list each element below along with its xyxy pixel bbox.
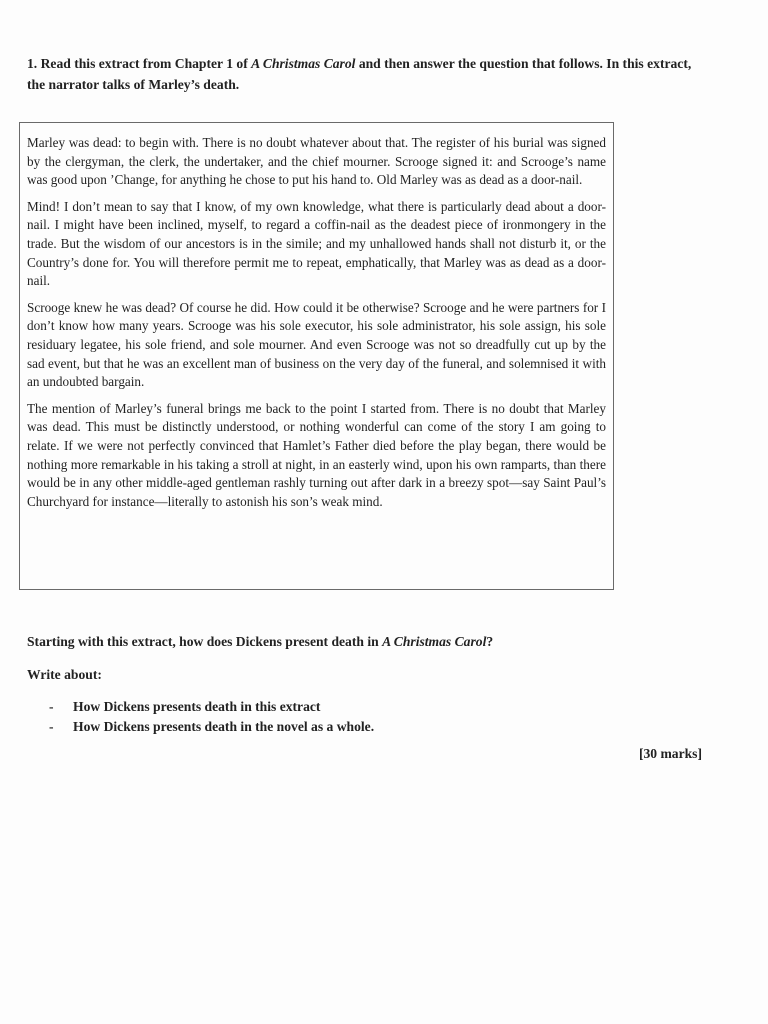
bullet-text: How Dickens presents death in the novel as a whole. xyxy=(73,719,375,734)
marks-label: [30 marks] xyxy=(638,746,702,761)
write-about-list xyxy=(49,697,374,737)
extract-box xyxy=(19,122,614,590)
extract-paragraph-1: Marley was dead: to begin with. There is no doubt whatever about that. The register of his burial was signed by the clergyman, the clerk, the undertaker, and the chief mourner. Scrooge signed it: and Scrooge’s name was good upon ’Change, for anything he chose to put his hand to. Old Marley was as dead as a door-nail. xyxy=(27,135,606,188)
question-intro-after: and then answer the question that follows. In this extract, the narrator talks of Marley’s death. xyxy=(27,56,692,92)
question-number: 1. xyxy=(27,56,38,71)
extract-paragraph-3: Scrooge knew he was dead? Of course he did. How could it be otherwise? Scrooge and he were partners for I don’t know how many years. Scrooge was his sole executor, his sole administrator, his sole assign, his sole residuary legatee, his sole friend, and sole mourner. And even Scrooge was not so dreadfully cut up by the sad event, but that he was an excellent man of business on the very day of the funeral, and solemnised it with an undoubted bargain. xyxy=(27,299,606,390)
book-title: A Christmas Carol xyxy=(251,56,356,71)
prompt-before: Starting with this extract, how does Dickens present death in xyxy=(27,634,383,649)
question-intro xyxy=(27,53,707,95)
list-item xyxy=(49,717,374,737)
bullet-text: How Dickens presents death in this extract xyxy=(73,699,321,714)
write-about-label: Write about: xyxy=(27,667,102,682)
list-item xyxy=(49,697,374,717)
extract-paragraph-2: Mind! I don’t mean to say that I know, of my own knowledge, what there is particularly dead about a door-nail. I might have been inclined, myself, to regard a coffin-nail as the deadest piece of ironmongery in the trade. But the wisdom of our ancestors is in the simile; and my unhallowed hands shall not disturb it, or the Country’s done for. You will therefore permit me to repeat, emphatically, that Marley was as dead as a door-nail. xyxy=(27,198,606,289)
bullet-dash: - xyxy=(49,719,54,734)
essay-prompt xyxy=(27,634,493,650)
bullet-dash: - xyxy=(49,699,54,714)
prompt-book-title: A Christmas Carol xyxy=(382,634,487,649)
prompt-after: ? xyxy=(486,634,494,649)
question-intro-before: Read this extract from Chapter 1 of xyxy=(40,56,252,71)
extract-paragraph-4: The mention of Marley’s funeral brings me back to the point I started from. There is no doubt that Marley was dead. This must be distinctly understood, or nothing wonderful can come of the story I am going to relate. If we were not perfectly convinced that Hamlet’s Father died before the play began, there would be nothing more remarkable in his taking a stroll at night, in an easterly wind, upon his own ramparts, than there would be in any other middle-aged gentleman rashly turning out after dark in a breezy spot—say Saint Paul’s Churchyard for instance—literally to astonish his son’s weak mind. xyxy=(27,400,606,509)
